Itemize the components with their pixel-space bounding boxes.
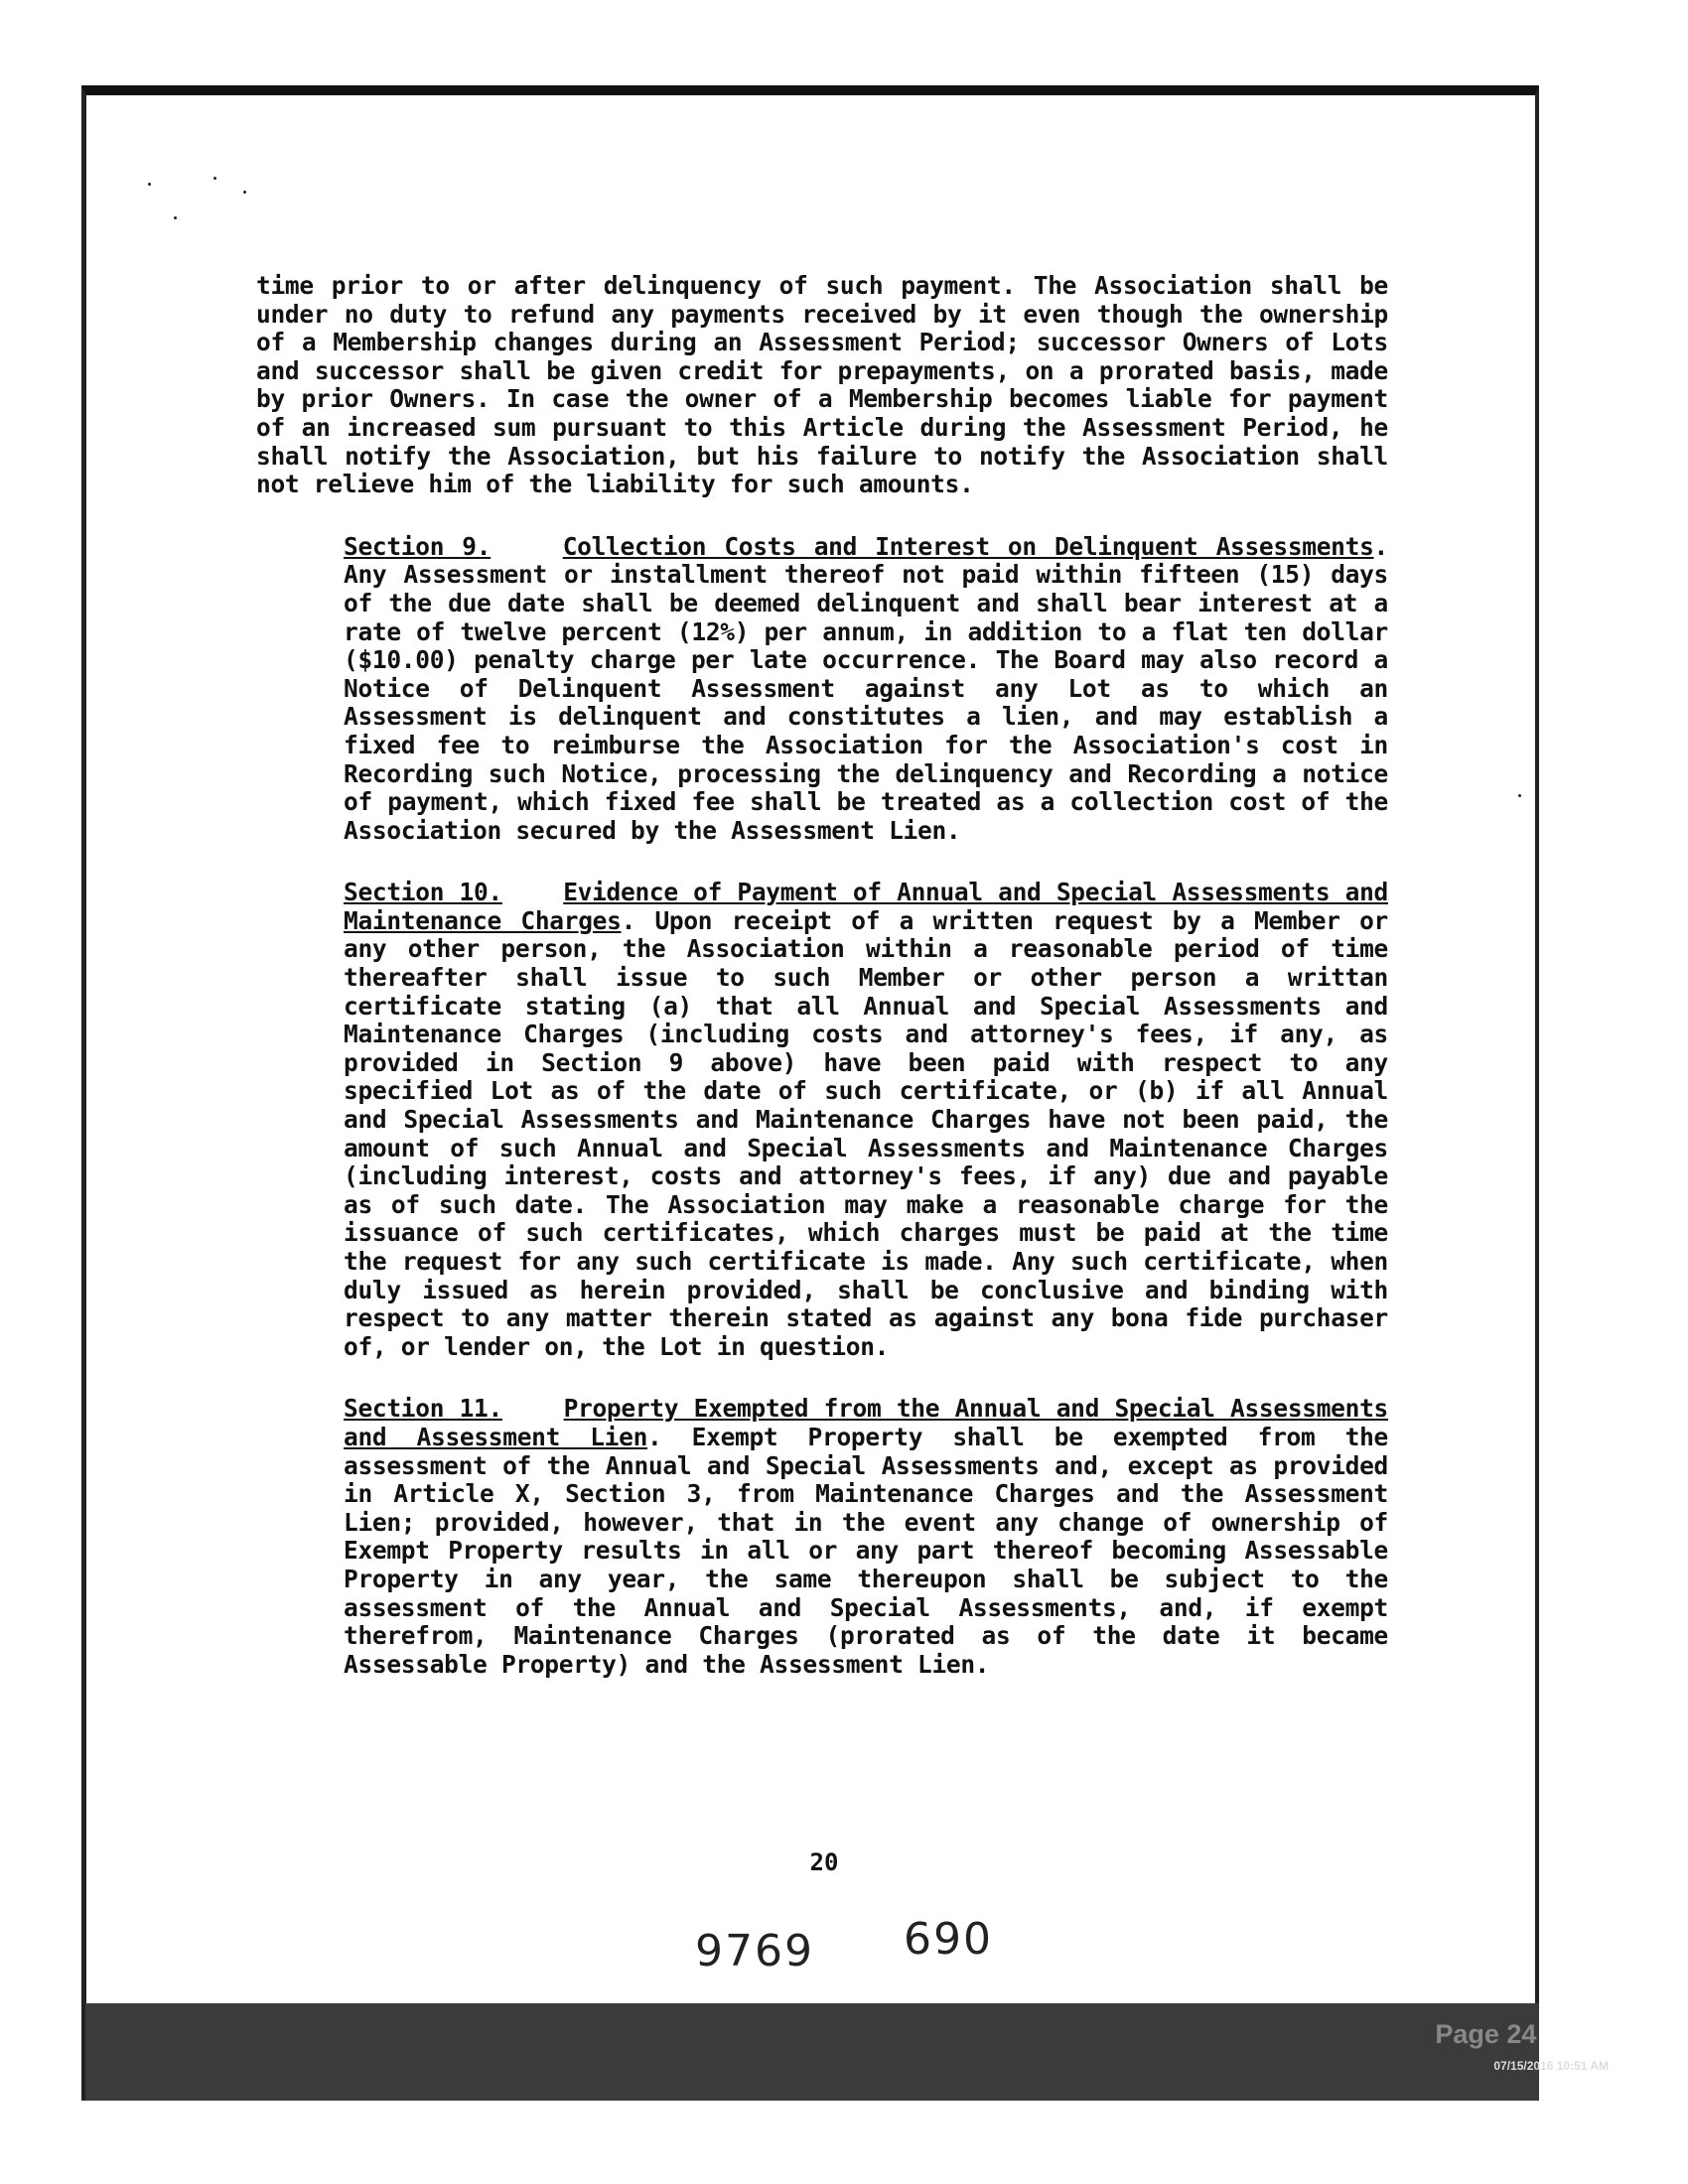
section-body: . Exempt Property shall be exempted from the assessment of the Annual and Special Assessments and, except as provided in Article X, Section 3, from Maintenance Charges and the Assessment Lien; provided, however, that in the event any change of ownership of Exempt Property results in all or any part thereof becoming Assessable Property in any year, the same thereupon shall be subject to the assessment of the Annual and Special Assessments, and, if exempt therefrom, Maintenance Charges (prorated as of the date it became Assessable Property) and the Assessment Lien. [344, 1422, 1388, 1679]
scan-speck [148, 183, 151, 186]
scan-speck [213, 177, 216, 180]
total-pages-label: of 37 [1543, 2019, 1607, 2049]
section-10 [256, 879, 1388, 1361]
page-number: 20 [809, 1848, 839, 1876]
scan-speck [243, 191, 246, 194]
scan-footer-band [85, 2003, 1539, 2101]
document-body [256, 272, 1388, 1712]
section-11 [256, 1395, 1388, 1679]
section-number: Section 10. [344, 878, 502, 907]
page-counter [1435, 2019, 1607, 2050]
current-page-label: Page 24 [1435, 2019, 1537, 2049]
section-title: Evidence of Payment of Annual and Special Assessments and Maintenance Charges [344, 878, 1388, 935]
scan-speck [1518, 794, 1521, 797]
section-number: Section 11. [344, 1394, 502, 1424]
section-body: . Any Assessment or installment thereof not paid within fifteen (15) days of the due date shall be deemed delinquent and shall bear interest at a rate of twelve percent (12%) per annum, in addition to a flat ten dollar ($10.00) penalty charge per late occurrence. The Board may also record a Notice of Delinquent Assessment against any Lot as to which an Assessment is delinquent and constitutes a lien, and may establish a fixed fee to reimburse the Association for the Association's cost in Recording such Notice, processing the delinquency and Recording a notice of payment, which fixed fee shall be treated as a collection cost of the Association secured by the Assessment Lien. [344, 531, 1388, 845]
section-body: . Upon receipt of a written request by a Member or any other person, the Association within a reasonable period of time thereafter shall issue to such Member or other person a writtan certificate stating (a) that all Annual and Special Assessments and Maintenance Charges (including costs and attorney's fees, if any, as provided in Section 9 above) have been paid with respect to any specified Lot as of the date of such certificate, or (b) if all Annual and Special Assessments and Maintenance Charges have not been paid, the amount of such Annual and Special Assessments and Maintenance Charges (including interest, costs and attorney's fees, if any) due and payable as of such date. The Association may make a reasonable charge for the issuance of such certificates, which charges must be paid at the time the request for any such certificate is made. Any such certificate, when duly issued as herein provided, shall be conclusive and binding with respect to any matter therein stated as against any bona fide purchaser of, or lender on, the Lot in question. [344, 905, 1389, 1361]
section-title: Collection Costs and Interest on Delinquent Assessments [562, 531, 1374, 561]
section-title: Property Exempted from the Annual and Special Assessments and Assessment Lien [344, 1394, 1388, 1451]
paragraph-text: time prior to or after delinquency of such payment. The Association shall be under no duty to refund any payments received by it even though the ownership of a Membership changes during an Assessment Period; successor Owners of Lots and successor shall be given credit for prepayments, on a prorated basis, made by prior Owners. In case the owner of a Membership becomes liable for payment of an increased sum pursuant to this Article during the Assessment Period, he shall notify the Association, but his failure to notify the Association shall not relieve him of the liability for such amounts. [256, 271, 1388, 499]
scan-speck [174, 216, 177, 219]
section-number: Section 9. [344, 531, 492, 561]
paragraph-continuation [256, 272, 1388, 499]
section-9 [256, 533, 1388, 846]
handwritten-page-number: 690 [904, 1914, 993, 1965]
handwritten-book-number: 9769 [695, 1926, 814, 1977]
timestamp: 07/15/2016 10:51 AM [1493, 2059, 1609, 2073]
